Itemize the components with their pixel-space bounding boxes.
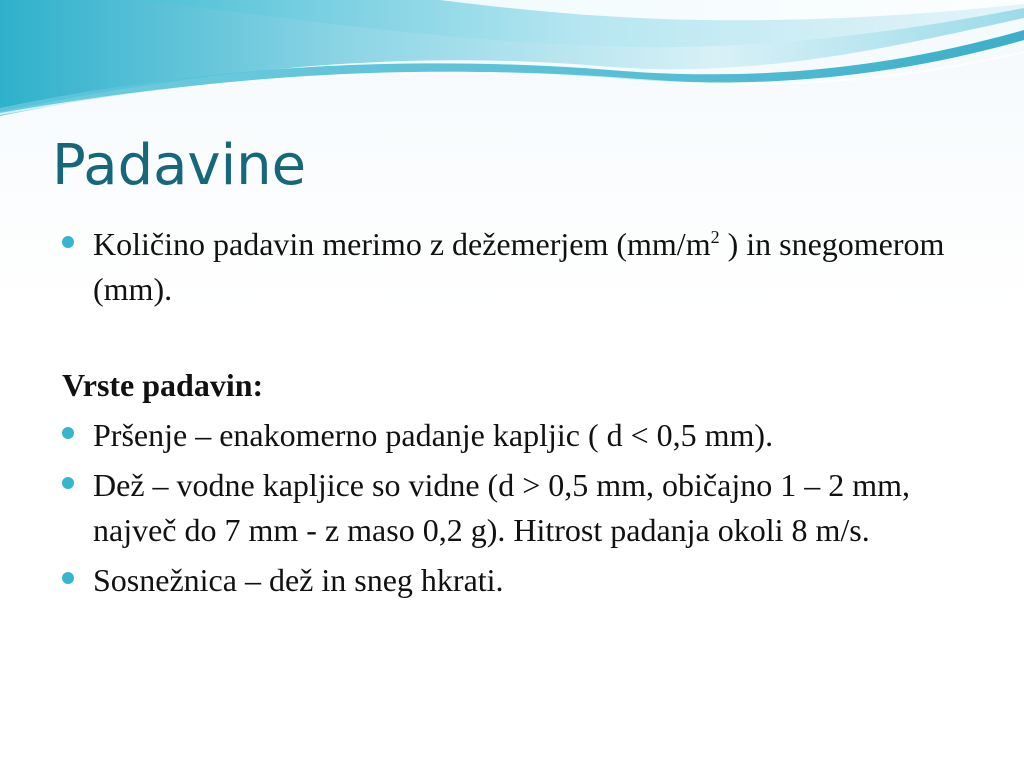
slide-body	[62, 222, 982, 603]
bullet-text: Dež – vodne kapljice so vidne (d > 0,5 mm, običajno 1 – 2 mm, največ do 7 mm - z maso 0,2 g). Hitrost padanja okoli 8 m/s.	[93, 467, 910, 548]
bullet-item-rain	[62, 463, 982, 553]
measurement-text-part2: ) in snegomerom (mm).	[93, 226, 945, 307]
bullet-item-drizzle	[62, 413, 982, 458]
section-heading: Vrste padavin:	[62, 367, 264, 403]
header-wave-decoration	[0, 0, 1024, 120]
bullet-icon	[62, 477, 74, 489]
superscript-2: 2	[710, 227, 720, 247]
bullet-text: Pršenje – enakomerno padanje kapljic ( d < 0,5 mm).	[93, 417, 774, 453]
measurement-text-part1: Količino padavin merimo z dežemerjem (mm/m	[93, 226, 711, 262]
bullet-icon	[62, 427, 74, 439]
bullet-icon	[62, 572, 74, 584]
slide-title: Padavine	[52, 133, 307, 198]
bullet-item-measurement	[62, 222, 982, 312]
bullet-icon	[62, 236, 74, 248]
bullet-item-sleet	[62, 558, 982, 603]
bullet-text: Sosnežnica – dež in sneg hkrati.	[93, 562, 504, 598]
